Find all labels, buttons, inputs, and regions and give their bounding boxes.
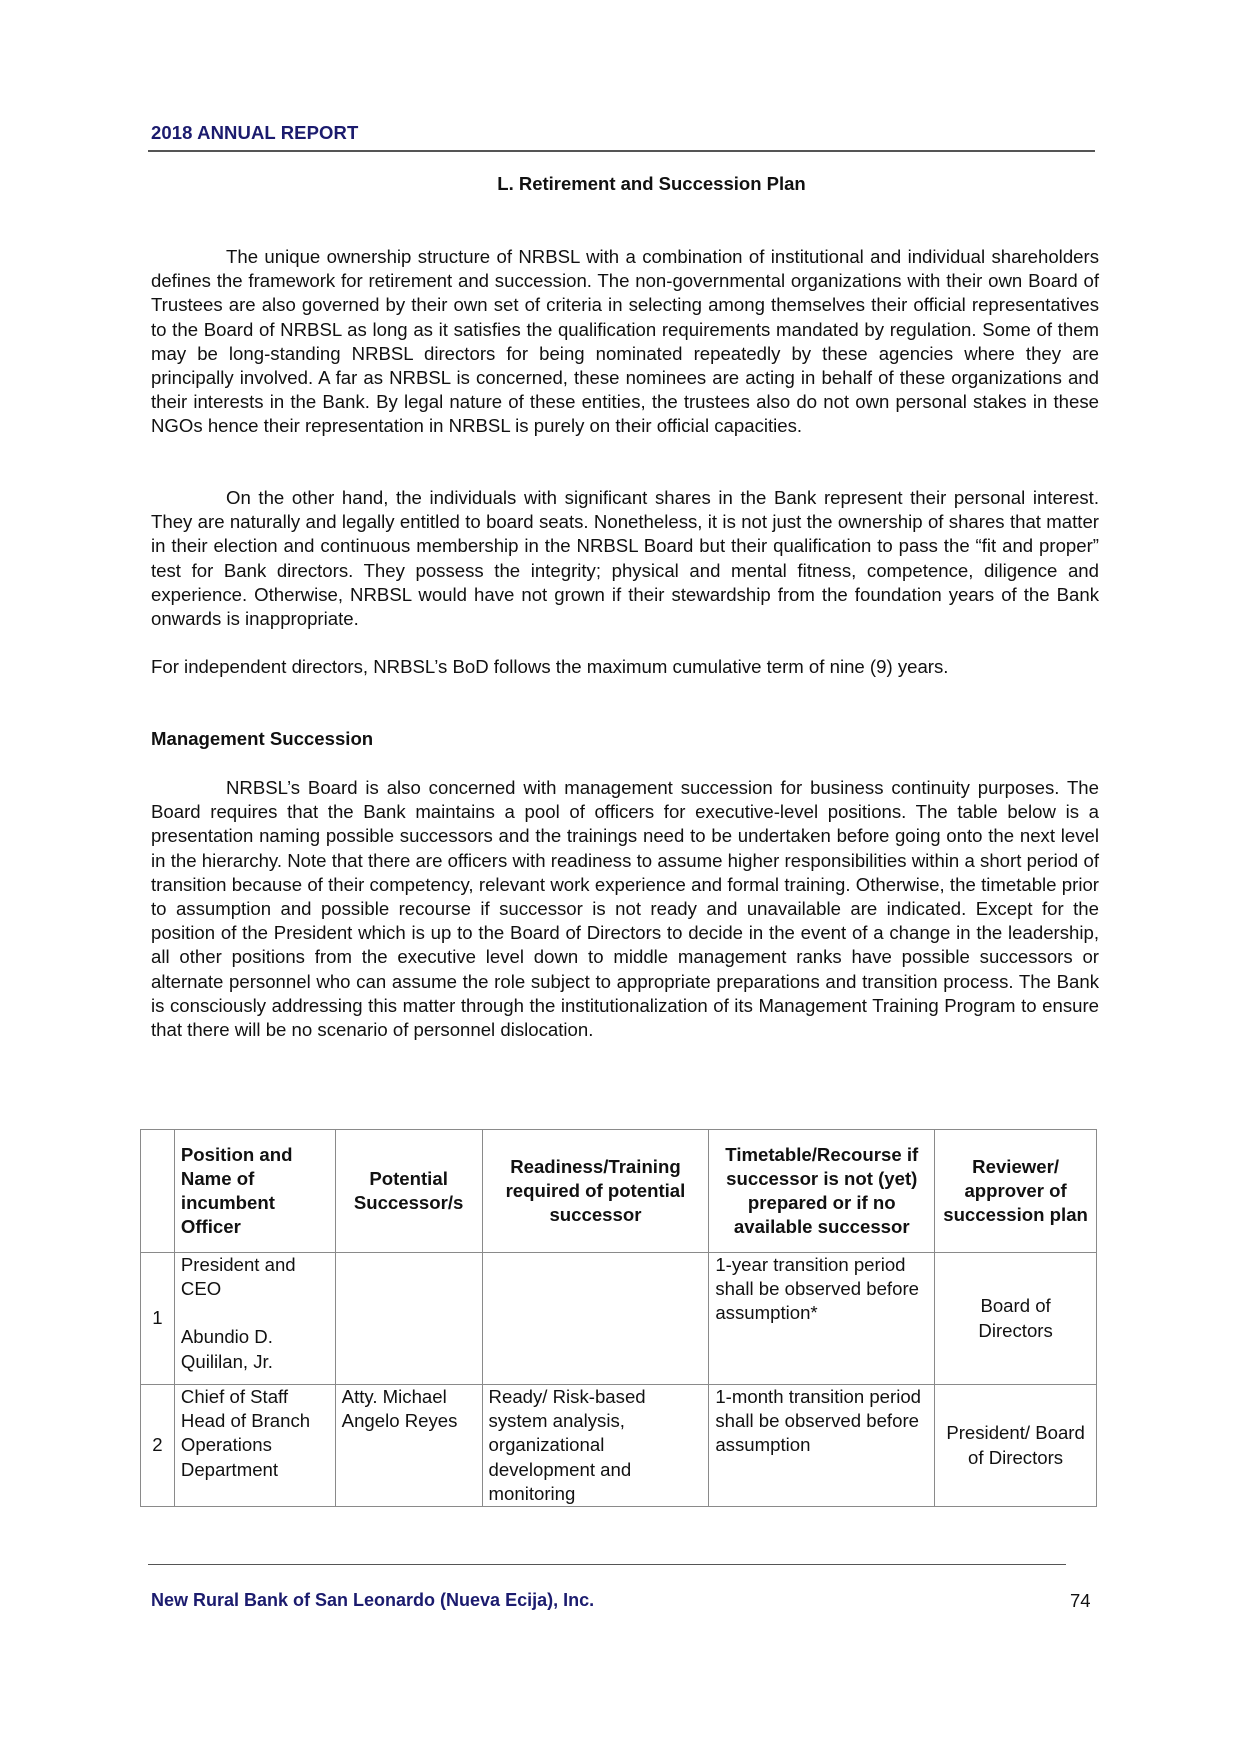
section-title (0, 173, 1241, 195)
incumbent-name: Abundio D. Quililan, Jr. (180, 1326, 273, 1372)
cell-successor (335, 1253, 482, 1385)
col-header-successor: Potential Successor/s (335, 1130, 482, 1253)
row-number: 1 (141, 1253, 175, 1385)
table-row (141, 1253, 1097, 1385)
footer-divider (148, 1564, 1066, 1565)
management-succession-heading: Management Succession (151, 728, 374, 749)
col-header-readiness: Readiness/Training required of potential successor (482, 1130, 709, 1253)
cell-timetable: 1-month transition period shall be observed before assumption (709, 1385, 935, 1507)
paragraph-management-succession: NRBSL’s Board is also concerned with management succession for business continuity purposes. The Board requires that the Bank maintains a pool of officers for executive-level positions. The table below is a presentation naming possible successors and the trainings need to be undertaken before going onto the next level in the hierarchy. Note that there are officers with readiness to assume higher responsibilities within a short period of transition because of their competency, relevant work experience and formal training. Otherwise, the timetable prior to assumption and possible recourse if successor is not ready and unavailable are indicated. Except for the position of the President which is up to the Board of Directors to decide in the event of a change in the leadership, all other positions from the executive level down to middle management ranks have possible successors or alternate personnel who can assume the role subject to appropriate preparations and transition process. The Bank is consciously addressing this matter through the institutionalization of its Management Training Program to ensure that there will be no scenario of personnel dislocation. (151, 777, 1099, 1041)
position-title: President and CEO (180, 1254, 296, 1300)
col-header-reviewer: Reviewer/ approver of succession plan (935, 1130, 1097, 1253)
header-divider (148, 150, 1095, 152)
cell-position: Chief of Staff Head of Branch Operations Department (174, 1385, 335, 1507)
spacer (181, 1301, 329, 1325)
row-number: 2 (141, 1385, 175, 1507)
table-row (141, 1385, 1097, 1507)
cell-reviewer: Board of Directors (935, 1253, 1097, 1385)
footer-organization: New Rural Bank of San Leonardo (Nueva Ecija), Inc. (151, 1590, 595, 1610)
succession-table (140, 1129, 1097, 1507)
paragraph-independent-directors: For independent directors, NRBSL’s BoD follows the maximum cumulative term of nine (9) years. (151, 656, 949, 677)
cell-reviewer: President/ Board of Directors (935, 1385, 1097, 1507)
cell-position (174, 1253, 335, 1385)
paragraph-ownership: The unique ownership structure of NRBSL with a combination of institutional and individual shareholders defines the framework for retirement and succession. The non-governmental organizations with their own Board of Trustees are also governed by their own set of criteria in selecting among themselves their official representatives to the Board of NRBSL as long as it satisfies the qualification requirements mandated by regulation. Some of them may be long-standing NRBSL directors for being nominated repeatedly by these agencies where they are principally involved. A far as NRBSL is concerned, these nominees are acting in behalf of these organizations and their interests in the Bank. By legal nature of these entities, the trustees also do not own personal stakes in these NGOs hence their representation in NRBSL is purely on their official capacities. (151, 246, 1099, 437)
cell-readiness (482, 1253, 709, 1385)
col-header-number (141, 1130, 175, 1253)
page-number: 74 (1070, 1590, 1091, 1611)
section-title-text: L. Retirement and Succession Plan (497, 173, 806, 194)
report-header-title: 2018 ANNUAL REPORT (151, 122, 359, 143)
cell-successor: Atty. Michael Angelo Reyes (335, 1385, 482, 1507)
table-header-row (141, 1130, 1097, 1253)
col-header-timetable: Timetable/Recourse if successor is not (yet) prepared or if no available successor (709, 1130, 935, 1253)
cell-timetable: 1-year transition period shall be observed before assumption* (709, 1253, 935, 1385)
paragraph-individuals: On the other hand, the individuals with significant shares in the Bank represent their personal interest. They are naturally and legally entitled to board seats. Nonetheless, it is not just the ownership of shares that matter in their election and continuous membership in the NRBSL Board but their qualification to pass the “fit and proper” test for Bank directors. They possess the integrity; physical and mental fitness, competence, diligence and experience. Otherwise, NRBSL would have not grown if their stewardship from the foundation years of the Bank onwards is inappropriate. (151, 487, 1099, 630)
col-header-position: Position and Name of incumbent Officer (174, 1130, 335, 1253)
cell-readiness: Ready/ Risk-based system analysis, organizational development and monitoring (482, 1385, 709, 1507)
